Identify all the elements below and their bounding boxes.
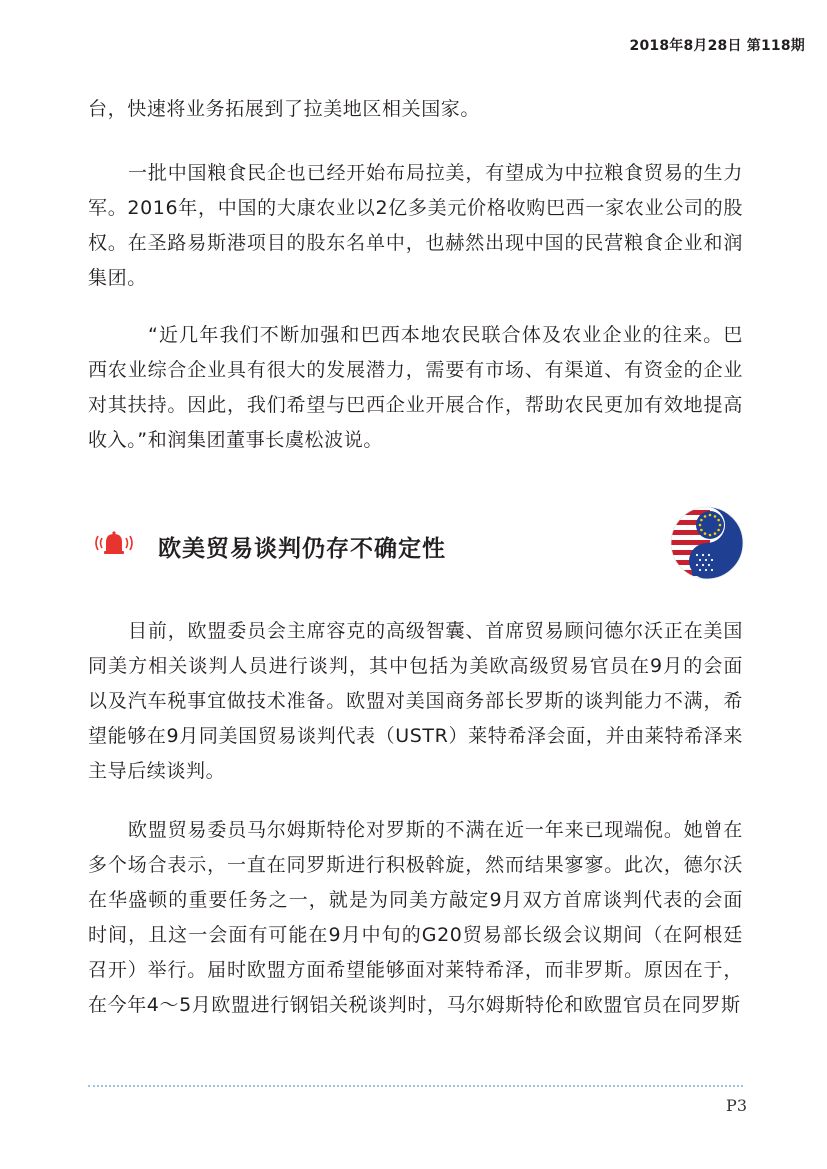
footer-divider — [88, 1085, 743, 1087]
paragraph: “近几年我们不断加强和巴西本地农民联合体及农业企业的往来。巴西农业综合企业具有很大的发展潜力，需要有市场、有渠道、有资金的企业对其扶持。因此，我们希望与巴西企业开展合作，帮助农民更加有效地提高收入。”和润集团董事长虞松波说。 — [88, 324, 743, 451]
page-number: P3 — [726, 1096, 747, 1115]
paragraph: 一批中国粮食民企也已经开始布局拉美，有望成为中拉粮食贸易的生力军。2016年，中国的大康农业以2亿多美元价格收购巴西一家农业公司的股权。在圣路易斯港项目的股东名单中，也赫然出现中国的民营粮食企业和润集团。 — [88, 162, 743, 289]
paragraph: 欧盟贸易委员马尔姆斯特伦对罗斯的不满在近一年来已现端倪。她曾在多个场合表示，一直在同罗斯进行积极斡旋，然而结果寥寥。此次，德尔沃在华盛顿的重要任务之一，就是为同美方敲定9月双方首席谈判代表的会面时间，且这一会面有可能在9月中旬的G20贸易部长级会议期间（在阿根廷召开）举行。届时欧盟方面希望能够面对莱特希泽，而非罗斯。原因在于，在今年4～5月欧盟进行钢铝关税谈判时，马尔姆斯特伦和欧盟官员在同罗斯 — [88, 819, 743, 1016]
section-title: 欧美贸易谈判仍存不确定性 — [158, 536, 446, 562]
eu-us-flag-icon — [670, 506, 744, 580]
issue-date: 2018年8月28日 第118期 — [629, 38, 805, 54]
paragraph: 台，快速将业务拓展到了拉美地区相关国家。 — [88, 98, 481, 120]
paragraph: 目前，欧盟委员会主席容克的高级智囊、首席贸易顾问德尔沃正在美国同美方相关谈判人员进行谈判，其中包括为美欧高级贸易官员在9月的会面以及汽车税事宜做技术准备。欧盟对美国商务部长罗斯的谈判能力不满，希望能够在9月同美国贸易谈判代表（USTR）莱特希泽会面，并由莱特希泽来主导后续谈判。 — [88, 620, 743, 782]
alarm-bell-icon — [92, 530, 136, 556]
